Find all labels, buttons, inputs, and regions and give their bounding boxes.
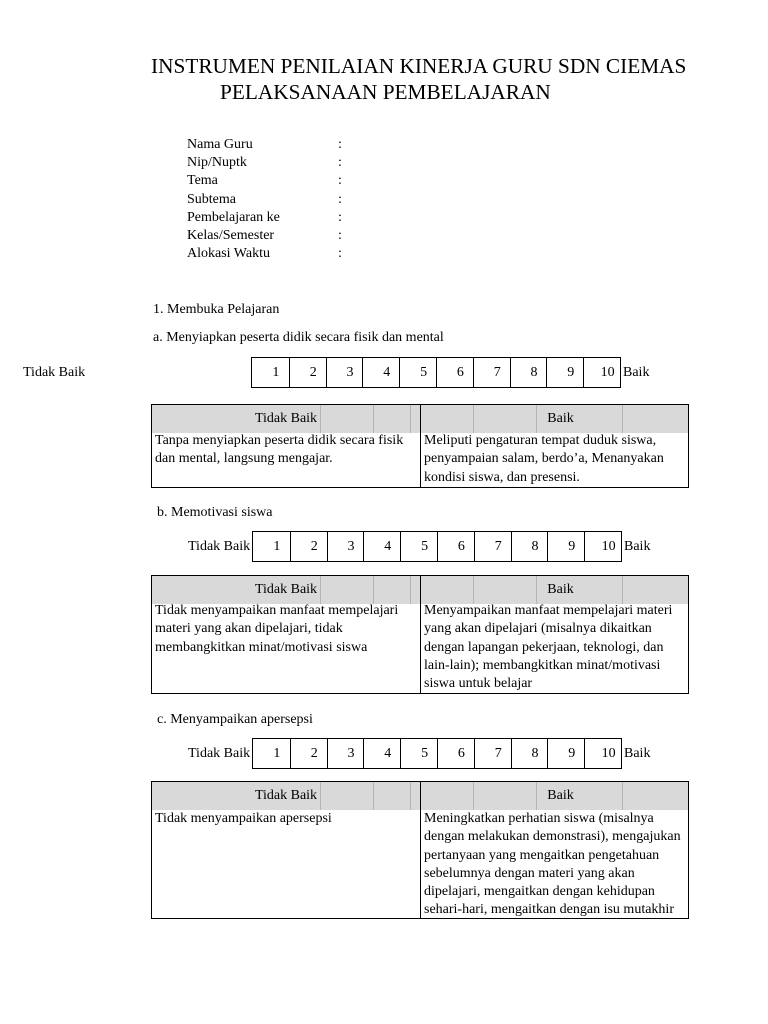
field-label: Nip/Nuptk <box>187 155 247 171</box>
description-line: dengan melakukan demonstrasi), mengajukan <box>424 829 681 845</box>
scale-point-3: 3 <box>327 739 364 768</box>
scale-point-9: 9 <box>547 532 584 561</box>
rubric-low-description <box>155 810 332 828</box>
scale-point-6: 6 <box>437 739 474 768</box>
rating-scale-c <box>252 738 622 769</box>
rubric-high-description <box>424 810 681 920</box>
scale-point-10: 10 <box>584 739 621 768</box>
scale-point-5: 5 <box>400 739 437 768</box>
scale-high-label: Baik <box>623 365 650 380</box>
section-heading: 1. Membuka Pelajaran <box>153 302 280 317</box>
scale-point-8: 8 <box>511 739 548 768</box>
rubric-header-high: Baik <box>547 411 574 426</box>
scale-point-9: 9 <box>547 739 584 768</box>
scale-point-3: 3 <box>327 532 364 561</box>
description-line: siswa untuk belajar <box>424 676 533 692</box>
scale-point-1: 1 <box>273 539 281 554</box>
rubric-table-b <box>151 575 689 694</box>
document-title-line1: INSTRUMEN PENILAIAN KINERJA GURU SDN CIEMAS <box>151 54 687 78</box>
rubric-low-description <box>155 432 403 469</box>
scale-point-9: 9 <box>546 358 583 387</box>
field-colon: : <box>338 227 342 243</box>
field-pembelajaran-ke <box>187 209 387 227</box>
rubric-high-description <box>424 432 664 487</box>
column-divider <box>420 576 421 693</box>
field-subtema <box>187 191 387 209</box>
column-divider <box>420 782 421 918</box>
description-line: pertanyaan yang mengaitkan pengetahuan <box>424 847 660 863</box>
field-label: Tema <box>187 173 218 189</box>
rubric-header-low: Tidak Baik <box>254 582 318 597</box>
scale-point-4: 4 <box>362 358 399 387</box>
field-colon: : <box>338 209 342 225</box>
scale-low-label: Tidak Baik <box>23 365 86 380</box>
scale-point-7: 7 <box>474 532 511 561</box>
rating-scale-b <box>252 531 622 562</box>
rubric-header-high: Baik <box>547 788 574 803</box>
scale-point-5: 5 <box>400 532 437 561</box>
rubric-header-low: Tidak Baik <box>254 411 318 426</box>
field-colon: : <box>338 137 342 152</box>
field-label: Subtema <box>187 191 236 207</box>
field-colon: : <box>338 173 342 189</box>
scale-point-8: 8 <box>510 358 547 387</box>
item-c-label: c. Menyampaikan apersepsi <box>157 712 313 727</box>
description-line: kondisi siswa, dan presensi. <box>424 469 580 485</box>
scale-point-1: 1 <box>272 365 280 380</box>
rubric-header-high: Baik <box>547 582 574 597</box>
scale-low-label: Tidak Baik <box>188 746 251 761</box>
description-line: lain-lain); membangkitkan minat/motivasi <box>424 657 661 673</box>
scale-point-4: 4 <box>363 739 400 768</box>
scale-point-7: 7 <box>473 358 510 387</box>
description-line: Meningkatkan perhatian siswa (misalnya <box>424 811 654 826</box>
description-line: penyampaian salam, berdo’a, Menanyakan <box>424 451 664 467</box>
field-label: Pembelajaran ke <box>187 209 280 225</box>
field-alokasi-waktu <box>187 245 387 263</box>
rubric-table-c <box>151 781 689 919</box>
scale-point-4: 4 <box>363 532 400 561</box>
rubric-high-description <box>424 602 672 693</box>
scale-point-8: 8 <box>511 532 548 561</box>
field-kelas-semester <box>187 227 387 245</box>
scale-point-6: 6 <box>436 358 473 387</box>
rating-scale-a <box>251 357 621 388</box>
description-line: Meliputi pengaturan tempat duduk siswa, <box>424 433 657 448</box>
description-line: sebelumnya dengan materi yang akan <box>424 865 635 881</box>
scale-point-6: 6 <box>437 532 474 561</box>
field-nip-nuptk <box>187 154 387 172</box>
scale-point-10: 10 <box>583 358 620 387</box>
scale-point-7: 7 <box>474 739 511 768</box>
field-nama-guru <box>187 136 387 154</box>
description-line: yang akan dipelajari (misalnya dikaitkan <box>424 621 652 637</box>
description-line: materi yang akan dipelajari, tidak <box>155 621 343 637</box>
item-b-label: b. Memotivasi siswa <box>157 505 273 520</box>
item-a-label: a. Menyiapkan peserta didik secara fisik dan mental <box>153 330 444 345</box>
document-title-line2: PELAKSANAAN PEMBELAJARAN <box>220 80 551 104</box>
scale-point-1: 1 <box>273 746 281 761</box>
field-colon: : <box>338 246 342 262</box>
description-line: dan mental, langsung mengajar. <box>155 451 333 467</box>
description-line: sehari-hari, mengaitkan dengan isu mutakhir <box>424 902 674 918</box>
scale-high-label: Baik <box>624 539 651 554</box>
description-line: membangkitkan minat/motivasi siswa <box>155 639 368 655</box>
scale-point-2: 2 <box>290 532 327 561</box>
scale-point-5: 5 <box>399 358 436 387</box>
description-line: Tidak menyampaikan manfaat mempelajari <box>155 603 399 618</box>
column-divider <box>420 405 421 487</box>
description-line: Tanpa menyiapkan peserta didik secara fisik <box>155 433 404 448</box>
description-line: dengan lapangan pekerjaan, teknologi, dan <box>424 639 664 655</box>
rubric-low-description <box>155 602 398 657</box>
field-tema <box>187 172 387 190</box>
description-line: dipelajari, mengaitkan dengan kehidupan <box>424 884 655 900</box>
field-colon: : <box>338 191 342 207</box>
rubric-table-a <box>151 404 689 488</box>
scale-point-3: 3 <box>326 358 363 387</box>
scale-point-2: 2 <box>290 739 327 768</box>
rubric-header-low: Tidak Baik <box>254 788 318 803</box>
field-colon: : <box>338 155 342 171</box>
field-label: Kelas/Semester <box>187 227 275 243</box>
scale-low-label: Tidak Baik <box>188 539 251 554</box>
field-label: Nama Guru <box>187 137 253 152</box>
scale-high-label: Baik <box>624 746 651 761</box>
scale-point-10: 10 <box>584 532 621 561</box>
description-line: Tidak menyampaikan apersepsi <box>155 811 332 826</box>
description-line: Menyampaikan manfaat mempelajari materi <box>424 603 673 618</box>
scale-point-2: 2 <box>289 358 326 387</box>
field-label: Alokasi Waktu <box>187 246 270 262</box>
identity-fields <box>187 136 387 263</box>
